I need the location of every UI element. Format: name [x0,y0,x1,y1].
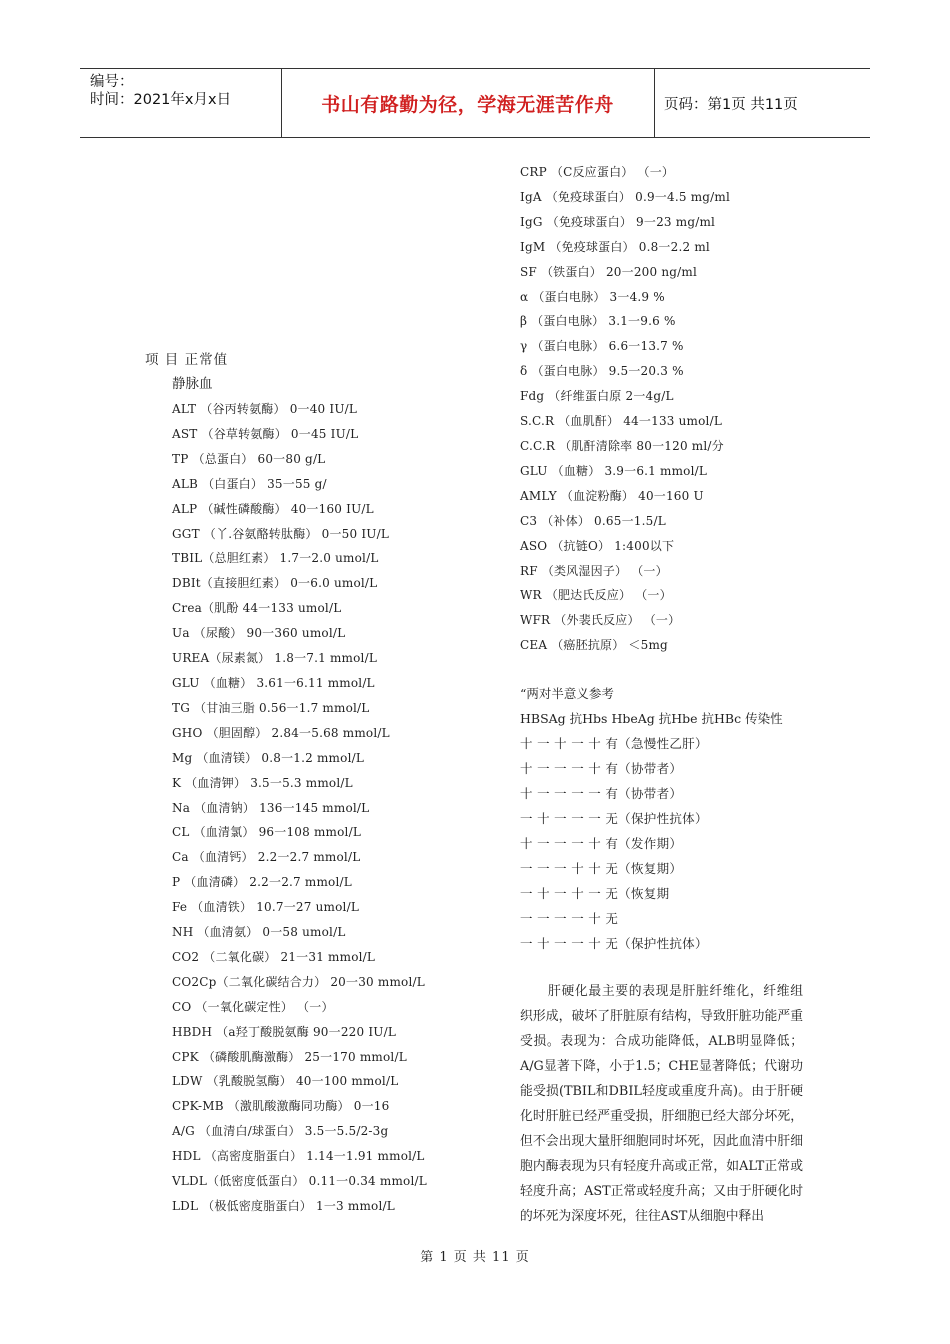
hepatitis-b-row: 十 一 一 一 一 有（协带者） [520,786,683,802]
hepatitis-b-row: 一 一 一 十 十 无（恢复期） [520,861,683,877]
document-date-label: 时间：2021年x月x日 [90,92,232,108]
reference-item: β （蛋白电脉） 3.1一9.6 % [520,314,676,329]
hepatitis-b-row: 一 十 一 一 一 无（保护性抗体） [520,811,708,827]
reference-item: A/G （血清白/球蛋白） 3.5一5.5/2-3g [172,1124,389,1139]
hepatitis-b-row: 十 一 一 一 十 有（发作期） [520,836,683,852]
reference-item: γ （蛋白电脉） 6.6一13.7 % [520,339,684,354]
reference-item: CRP （C反应蛋白） （一） [520,165,675,179]
hepatitis-b-row: 一 一 一 一 十 无 [520,911,619,927]
header-divider [654,69,655,137]
reference-item: TG （甘油三脂 0.56一1.7 mmol/L [172,700,370,715]
reference-item: WR （肥达氏反应） （一） [520,588,672,603]
reference-item: TP （总蛋白） 60一80 g/L [172,451,326,466]
hepatitis-b-row: 十 一 一 一 十 有（协带者） [520,761,683,777]
reference-item: K （血清钾） 3.5一5.3 mmol/L [172,775,353,790]
reference-item: S.C.R （血肌酐） 44一133 umol/L [520,414,723,429]
hepatitis-b-title: “两对半意义参考 [520,686,614,702]
reference-item: ALP （碱性磷酸酶） 40一160 IU/L [172,501,374,516]
reference-item: CO （一氧化碳定性） （一） [172,999,334,1014]
reference-item: CO2 （二氧化碳） 21一31 mmol/L [172,949,376,964]
reference-item: VLDL（低密度低蛋白） 0.11一0.34 mmol/L [172,1174,427,1189]
reference-item: CO2Cp（二氧化碳结合力） 20一30 mmol/L [172,974,425,989]
header-motto: 书山有路勤为径，学海无涯苦作舟 [321,93,614,116]
header-page-number: 页码：第1页 共11页 [664,96,798,113]
reference-item: CPK （磷酸肌酶激酶） 25一170 mmol/L [172,1049,407,1064]
reference-item: C3 （补体） 0.65一1.5/L [520,513,666,528]
reference-item: RF （类风湿因子） （一） [520,563,668,578]
reference-item: UREA（尿素氮） 1.8一7.1 mmol/L [172,651,378,666]
reference-item: CEA （癌胚抗原） ＜5mg [520,638,668,653]
reference-item: HDL （高密度脂蛋白） 1.14一1.91 mmol/L [172,1149,425,1164]
hepatitis-b-row: HBSAg 抗Hbs HbeAg 抗Hbe 抗HBc 传染性 [520,711,783,727]
reference-values-list [145,397,475,1219]
reference-item: HBDH （a羟丁酸脱氨酶 90一220 IU/L [172,1024,397,1039]
left-column [145,348,475,1219]
reference-item: GLU （血糖） 3.9一6.1 mmol/L [520,463,708,478]
header-meta [90,73,231,109]
reference-item: α （蛋白电脉） 3一4.9 % [520,289,665,304]
reference-item: LDW （乳酸脱氢酶） 40一100 mmol/L [172,1074,399,1089]
reference-item: GHO （胆固醇） 2.84一5.68 mmol/L [172,725,390,740]
reference-item: CL （血清氯） 96一108 mmol/L [172,825,362,840]
reference-item: SF （铁蛋白） 20一200 ng/ml [520,264,698,279]
reference-item: WFR （外裴氏反应） （一） [520,613,681,628]
reference-item: LDL （极低密度脂蛋白） 1一3 mmol/L [172,1199,395,1213]
reference-item: IgG （免疫球蛋白） 9一23 mg/ml [520,214,716,229]
hepatitis-b-row: 一 十 一 一 十 无（保护性抗体） [520,936,708,952]
reference-item: Ca （血清钙） 2.2一2.7 mmol/L [172,850,361,865]
document-number-label: 编号： [90,74,134,90]
reference-item: IgA （免疫球蛋白） 0.9一4.5 mg/ml [520,189,731,204]
reference-item: GGT （丫.谷氨酪转肽酶） 0一50 IU/L [172,526,390,541]
section-subheading: 静脉血 [172,376,213,392]
reference-item: ALB （白蛋白） 35一55 g/ [172,476,327,491]
reference-item: TBIL（总胆红素） 1.7一2.0 umol/L [172,551,379,566]
reference-values-list-2 [520,160,810,658]
hepatitis-b-row: 十 一 十 一 十 有（急慢性乙肝） [520,736,708,752]
hepatitis-b-table [520,706,810,956]
reference-item: GLU （血糖） 3.61一6.11 mmol/L [172,675,375,690]
hepatitis-b-row: 一 十 一 十 一 无（恢复期 [520,886,670,902]
cirrhosis-paragraph: 肝硬化最主要的表现是肝脏纤维化，纤维组织形成，破坏了肝脏原有结构，导致肝脏功能严重受损。表现为：合成功能降低，ALB明显降低；A/G显著下降，小于1.5；CHE显著降低；代谢功能受损(TBIL和DBIL轻度或重度升高)。由于肝硬化时肝脏已经严重受损，肝细胞已经大部分坏死，但不会出现大量肝细胞同时坏死，因此血清中肝细胞内酶表现为只有轻度升高或正常，如ALT正常或轻度升高；AST正常或轻度升高；又由于肝硬化时的坏死为深度坏死，往往AST从细胞中释出 [520,984,803,1225]
reference-item: P （血清磷） 2.2一2.7 mmol/L [172,875,352,890]
reference-item: AMLY （血淀粉酶） 40一160 U [520,488,704,503]
reference-item: Fe （血清铁） 10.7一27 umol/L [172,900,359,915]
reference-item: CPK-MB （激肌酸激酶同功酶） 0一16 [172,1099,390,1114]
page-footer: 第 1 页 共 11 页 [420,1250,530,1265]
reference-item: Ua （尿酸） 90一360 umol/L [172,626,346,641]
reference-item: AST （谷草转氨酶） 0一45 IU/L [172,426,359,441]
reference-item: ASO （抗链O） 1:400以下 [520,538,675,553]
reference-item: Crea（肌酚 44一133 umol/L [172,601,342,616]
section-heading: 项 目 正常值 [145,352,229,368]
reference-item: NH （血清氨） 0一58 umol/L [172,925,346,940]
reference-item: DBIt（直接胆红素） 0一6.0 umol/L [172,576,378,591]
reference-item: ALT （谷丙转氨酶） 0一40 IU/L [172,402,358,416]
right-column [520,160,810,1229]
page-header [80,68,870,138]
reference-item: IgM （免疫球蛋白） 0.8一2.2 ml [520,239,710,254]
reference-item: Na （血清钠） 136一145 mmol/L [172,800,370,815]
reference-item: C.C.R （肌酐清除率 80一120 ml/分 [520,438,724,453]
reference-item: δ （蛋白电脉） 9.5一20.3 % [520,364,684,379]
reference-item: Fdg （纤维蛋白原 2一4g/L [520,389,674,404]
reference-item: Mg （血清镁） 0.8一1.2 mmol/L [172,750,365,765]
